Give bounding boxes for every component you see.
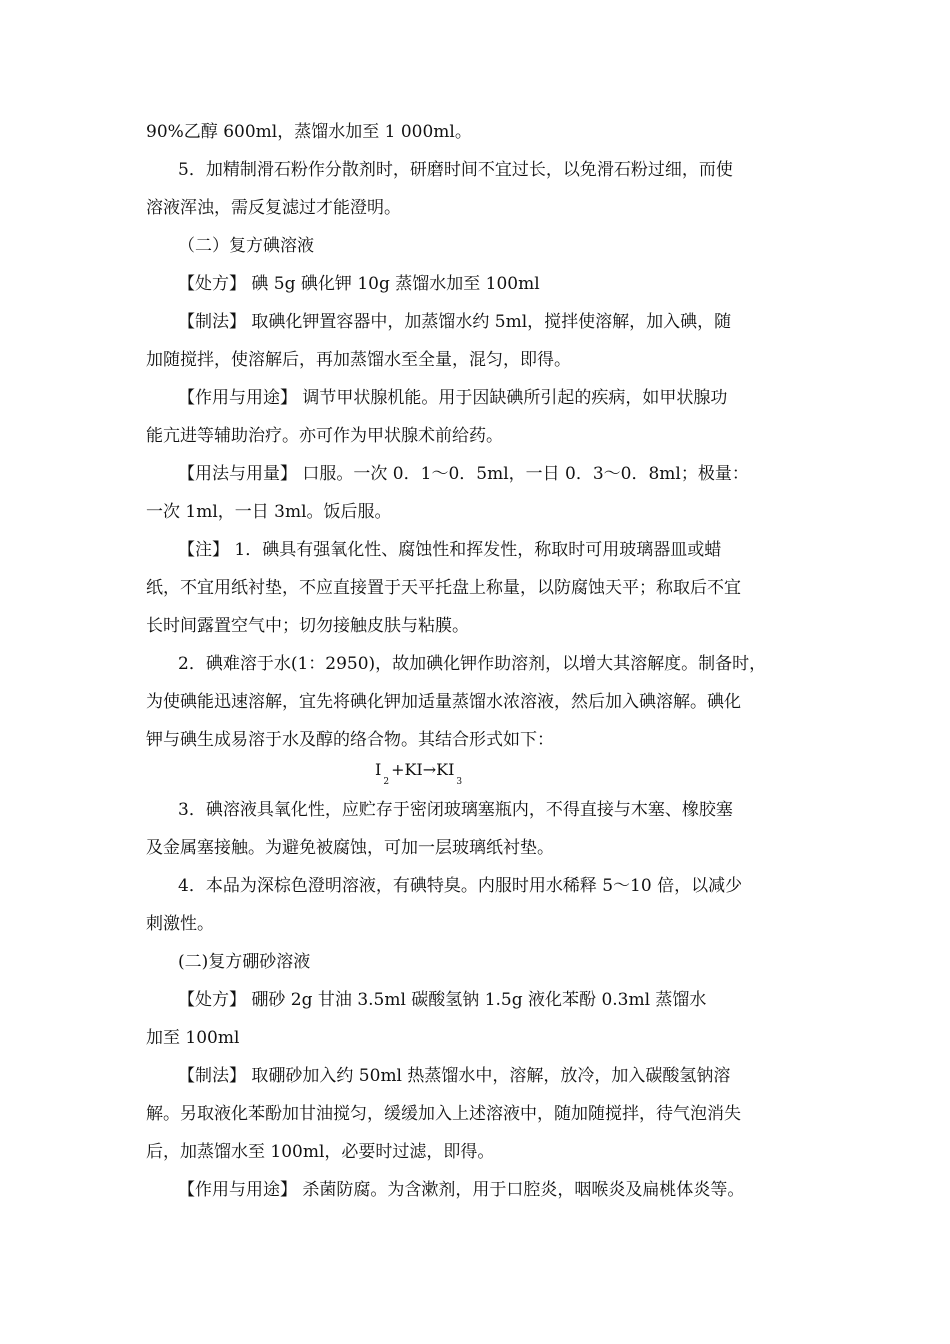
equation-subscript: 2 xyxy=(383,777,390,787)
text-line: 加随搅拌，使溶解后，再加蒸馏水至全量，混匀，即得。 xyxy=(146,350,571,370)
text-line: 【作用与用途】 杀菌防腐。为含漱剂，用于口腔炎，咽喉炎及扁桃体炎等。 xyxy=(178,1180,745,1200)
equation-iodine: I xyxy=(375,760,382,779)
text-line: 及金属塞接触。为避免被腐蚀，可加一层玻璃纸衬垫。 xyxy=(146,838,554,858)
text-line: 【处方】 硼砂 2g 甘油 3.5ml 碳酸氢钠 1.5g 液化苯酚 0.3ml 蒸馏水 xyxy=(178,990,707,1010)
text-line: 加至 100ml xyxy=(146,1028,240,1048)
section-heading: (二)复方硼砂溶液 xyxy=(178,952,311,972)
text-line: 3．碘溶液具氧化性，应贮存于密闭玻璃塞瓶内，不得直接与木塞、橡胶塞 xyxy=(178,800,733,820)
text-line: 【处方】 碘 5g 碘化钾 10g 蒸馏水加至 100ml xyxy=(178,274,540,294)
text-line: 溶液浑浊，需反复滤过才能澄明。 xyxy=(146,198,401,218)
text-line: 5．加精制滑石粉作分散剂时，研磨时间不宜过长，以免滑石粉过细，而使 xyxy=(178,160,733,180)
text-line: 解。另取液化苯酚加甘油搅匀，缓缓加入上述溶液中，随加随搅拌，待气泡消失 xyxy=(146,1104,741,1124)
text-line: 【作用与用途】 调节甲状腺机能。用于因缺碘所引起的疾病，如甲状腺功 xyxy=(178,388,728,408)
equation-reaction: +KI→KI xyxy=(391,760,455,779)
text-line: 【制法】 取硼砂加入约 50ml 热蒸馏水中，溶解，放冷，加入碳酸氢钠溶 xyxy=(178,1066,731,1086)
equation-subscript: 3 xyxy=(456,777,463,787)
text-line: 【注】 1．碘具有强氧化性、腐蚀性和挥发性，称取时可用玻璃器皿或蜡 xyxy=(178,540,722,560)
text-line: 【制法】 取碘化钾置容器中，加蒸馏水约 5ml，搅拌使溶解，加入碘，随 xyxy=(178,312,732,332)
chemical-equation xyxy=(375,758,464,788)
text-line: 【用法与用量】 口服。一次 0．1～0．5ml，一日 0．3～0．8ml；极量： xyxy=(178,464,749,484)
text-line: 90%乙醇 600ml，蒸馏水加至 1 000ml。 xyxy=(146,122,472,142)
text-line: 钾与碘生成易溶于水及醇的络合物。其结合形式如下： xyxy=(146,730,554,750)
text-line: 纸，不宜用纸衬垫，不应直接置于天平托盘上称量，以防腐蚀天平；称取后不宜 xyxy=(146,578,741,598)
text-line: 能亢进等辅助治疗。亦可作为甲状腺术前给药。 xyxy=(146,426,503,446)
text-line: 为使碘能迅速溶解，宜先将碘化钾加适量蒸馏水浓溶液，然后加入碘溶解。碘化 xyxy=(146,692,741,712)
text-line: 长时间露置空气中；切勿接触皮肤与粘膜。 xyxy=(146,616,469,636)
text-line: 后，加蒸馏水至 100ml，必要时过滤，即得。 xyxy=(146,1142,495,1162)
text-line: 2．碘难溶于水(1：2950)，故加碘化钾作助溶剂，以增大其溶解度。制备时， xyxy=(178,654,767,674)
text-line: 一次 1ml，一日 3ml。饭后服。 xyxy=(146,502,392,522)
text-line: 4．本品为深棕色澄明溶液，有碘特臭。内服时用水稀释 5～10 倍，以减少 xyxy=(178,876,743,896)
text-line: 刺激性。 xyxy=(146,914,214,934)
section-heading: （二）复方碘溶液 xyxy=(178,236,314,256)
